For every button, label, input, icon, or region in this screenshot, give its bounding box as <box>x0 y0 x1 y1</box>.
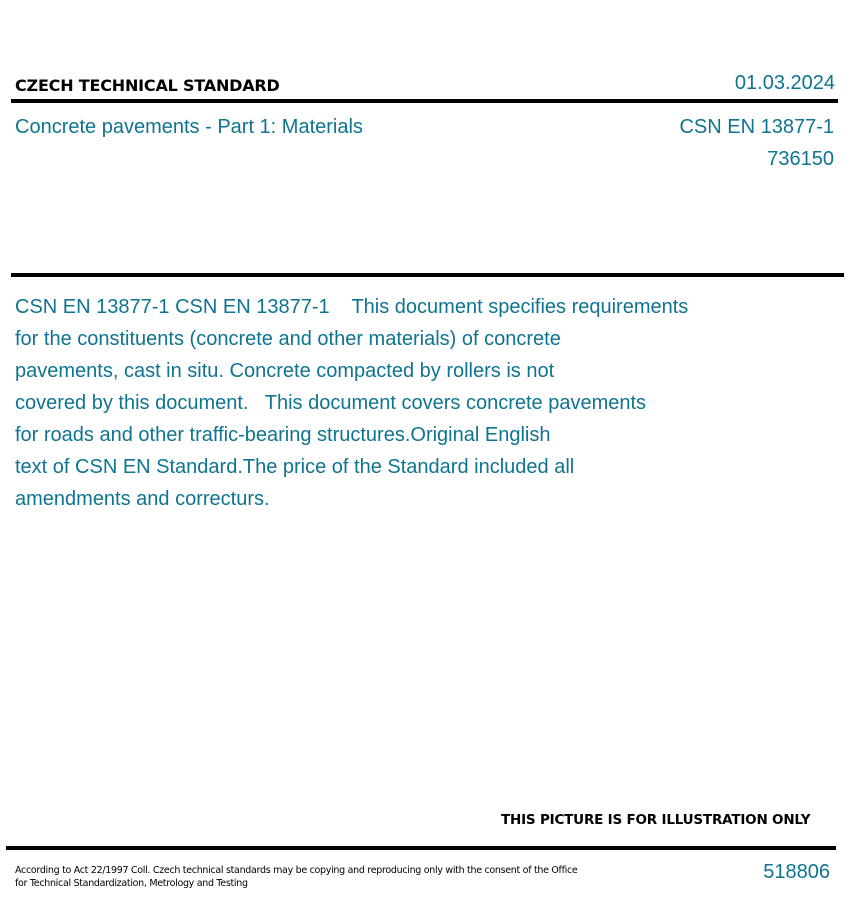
document-title: Concrete pavements - Part 1: Materials <box>15 116 363 138</box>
standard-type-label: CZECH TECHNICAL STANDARD <box>15 76 280 95</box>
illustration-notice: THIS PICTURE IS FOR ILLUSTRATION ONLY <box>501 812 811 828</box>
standard-code: CSN EN 13877-1 <box>679 116 834 138</box>
section-divider <box>11 273 844 277</box>
document-description: CSN EN 13877-1 CSN EN 13877-1 This document specifies requirements for the constituents (concrete and other materials) of concrete pavements, cast in situ. Concrete compacted by rollers is not covered by this document. This document covers concrete pavements for roads and other traffic-bearing structures.Original English text of CSN EN Standard.The price of the Standard included all amendments and correcturs. <box>15 296 689 510</box>
legal-notice-line-1: According to Act 22/1997 Coll. Czech technical standards may be copying and reproducing only with the consent of the Office <box>15 865 578 876</box>
publication-date: 01.03.2024 <box>734 72 835 94</box>
header-divider <box>11 99 838 103</box>
classification-number: 736150 <box>767 148 834 170</box>
catalog-number: 518806 <box>763 861 830 883</box>
legal-notice-line-2: for Technical Standardization, Metrology and Testing <box>15 878 248 889</box>
legal-notice <box>15 864 590 890</box>
footer-divider <box>6 846 836 850</box>
